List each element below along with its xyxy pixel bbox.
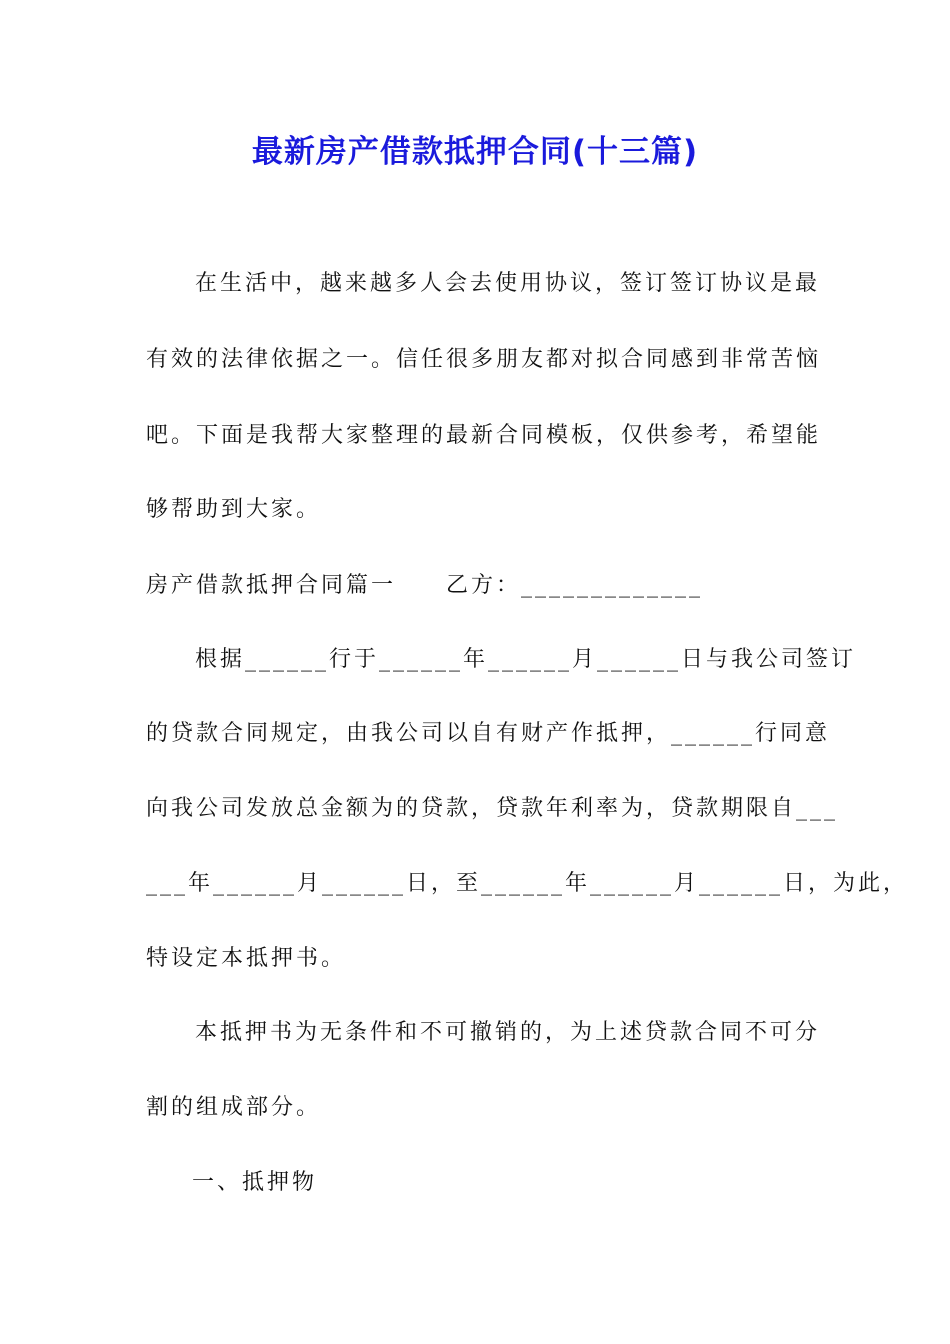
paragraph-line: 本抵押书为无条件和不可撤销的，为上述贷款合同不可分 <box>195 1020 821 1045</box>
paragraph-line: 割的组成部分。 <box>146 1095 322 1120</box>
section-heading: 房产借款抵押合同篇一 乙方：_____________ <box>146 573 704 598</box>
paragraph-line: 特设定本抵押书。 <box>146 946 347 971</box>
paragraph-line: 有效的法律依据之一。信任很多朋友都对拟合同感到非常苦恼 <box>146 347 822 372</box>
paragraph-line: 根据______行于______年______月______日与我公司签订 <box>195 647 857 672</box>
document-title: 最新房产借款抵押合同(十三篇) <box>251 134 699 170</box>
clause-heading: 一、抵押物 <box>192 1170 318 1195</box>
paragraph-line: 向我公司发放总金额为的贷款，贷款年利率为，贷款期限自___ <box>146 796 839 821</box>
paragraph-line: 的贷款合同规定，由我公司以自有财产作抵押，______行同意 <box>146 721 831 746</box>
paragraph-line: 在生活中，越来越多人会去使用协议，签订签订协议是最 <box>195 271 821 296</box>
paragraph-line: 吧。下面是我帮大家整理的最新合同模板，仅供参考，希望能 <box>146 423 822 448</box>
paragraph-line: 够帮助到大家。 <box>146 497 322 522</box>
paragraph-line: ___年______月______日，至______年______月______日，为此， <box>146 871 909 896</box>
